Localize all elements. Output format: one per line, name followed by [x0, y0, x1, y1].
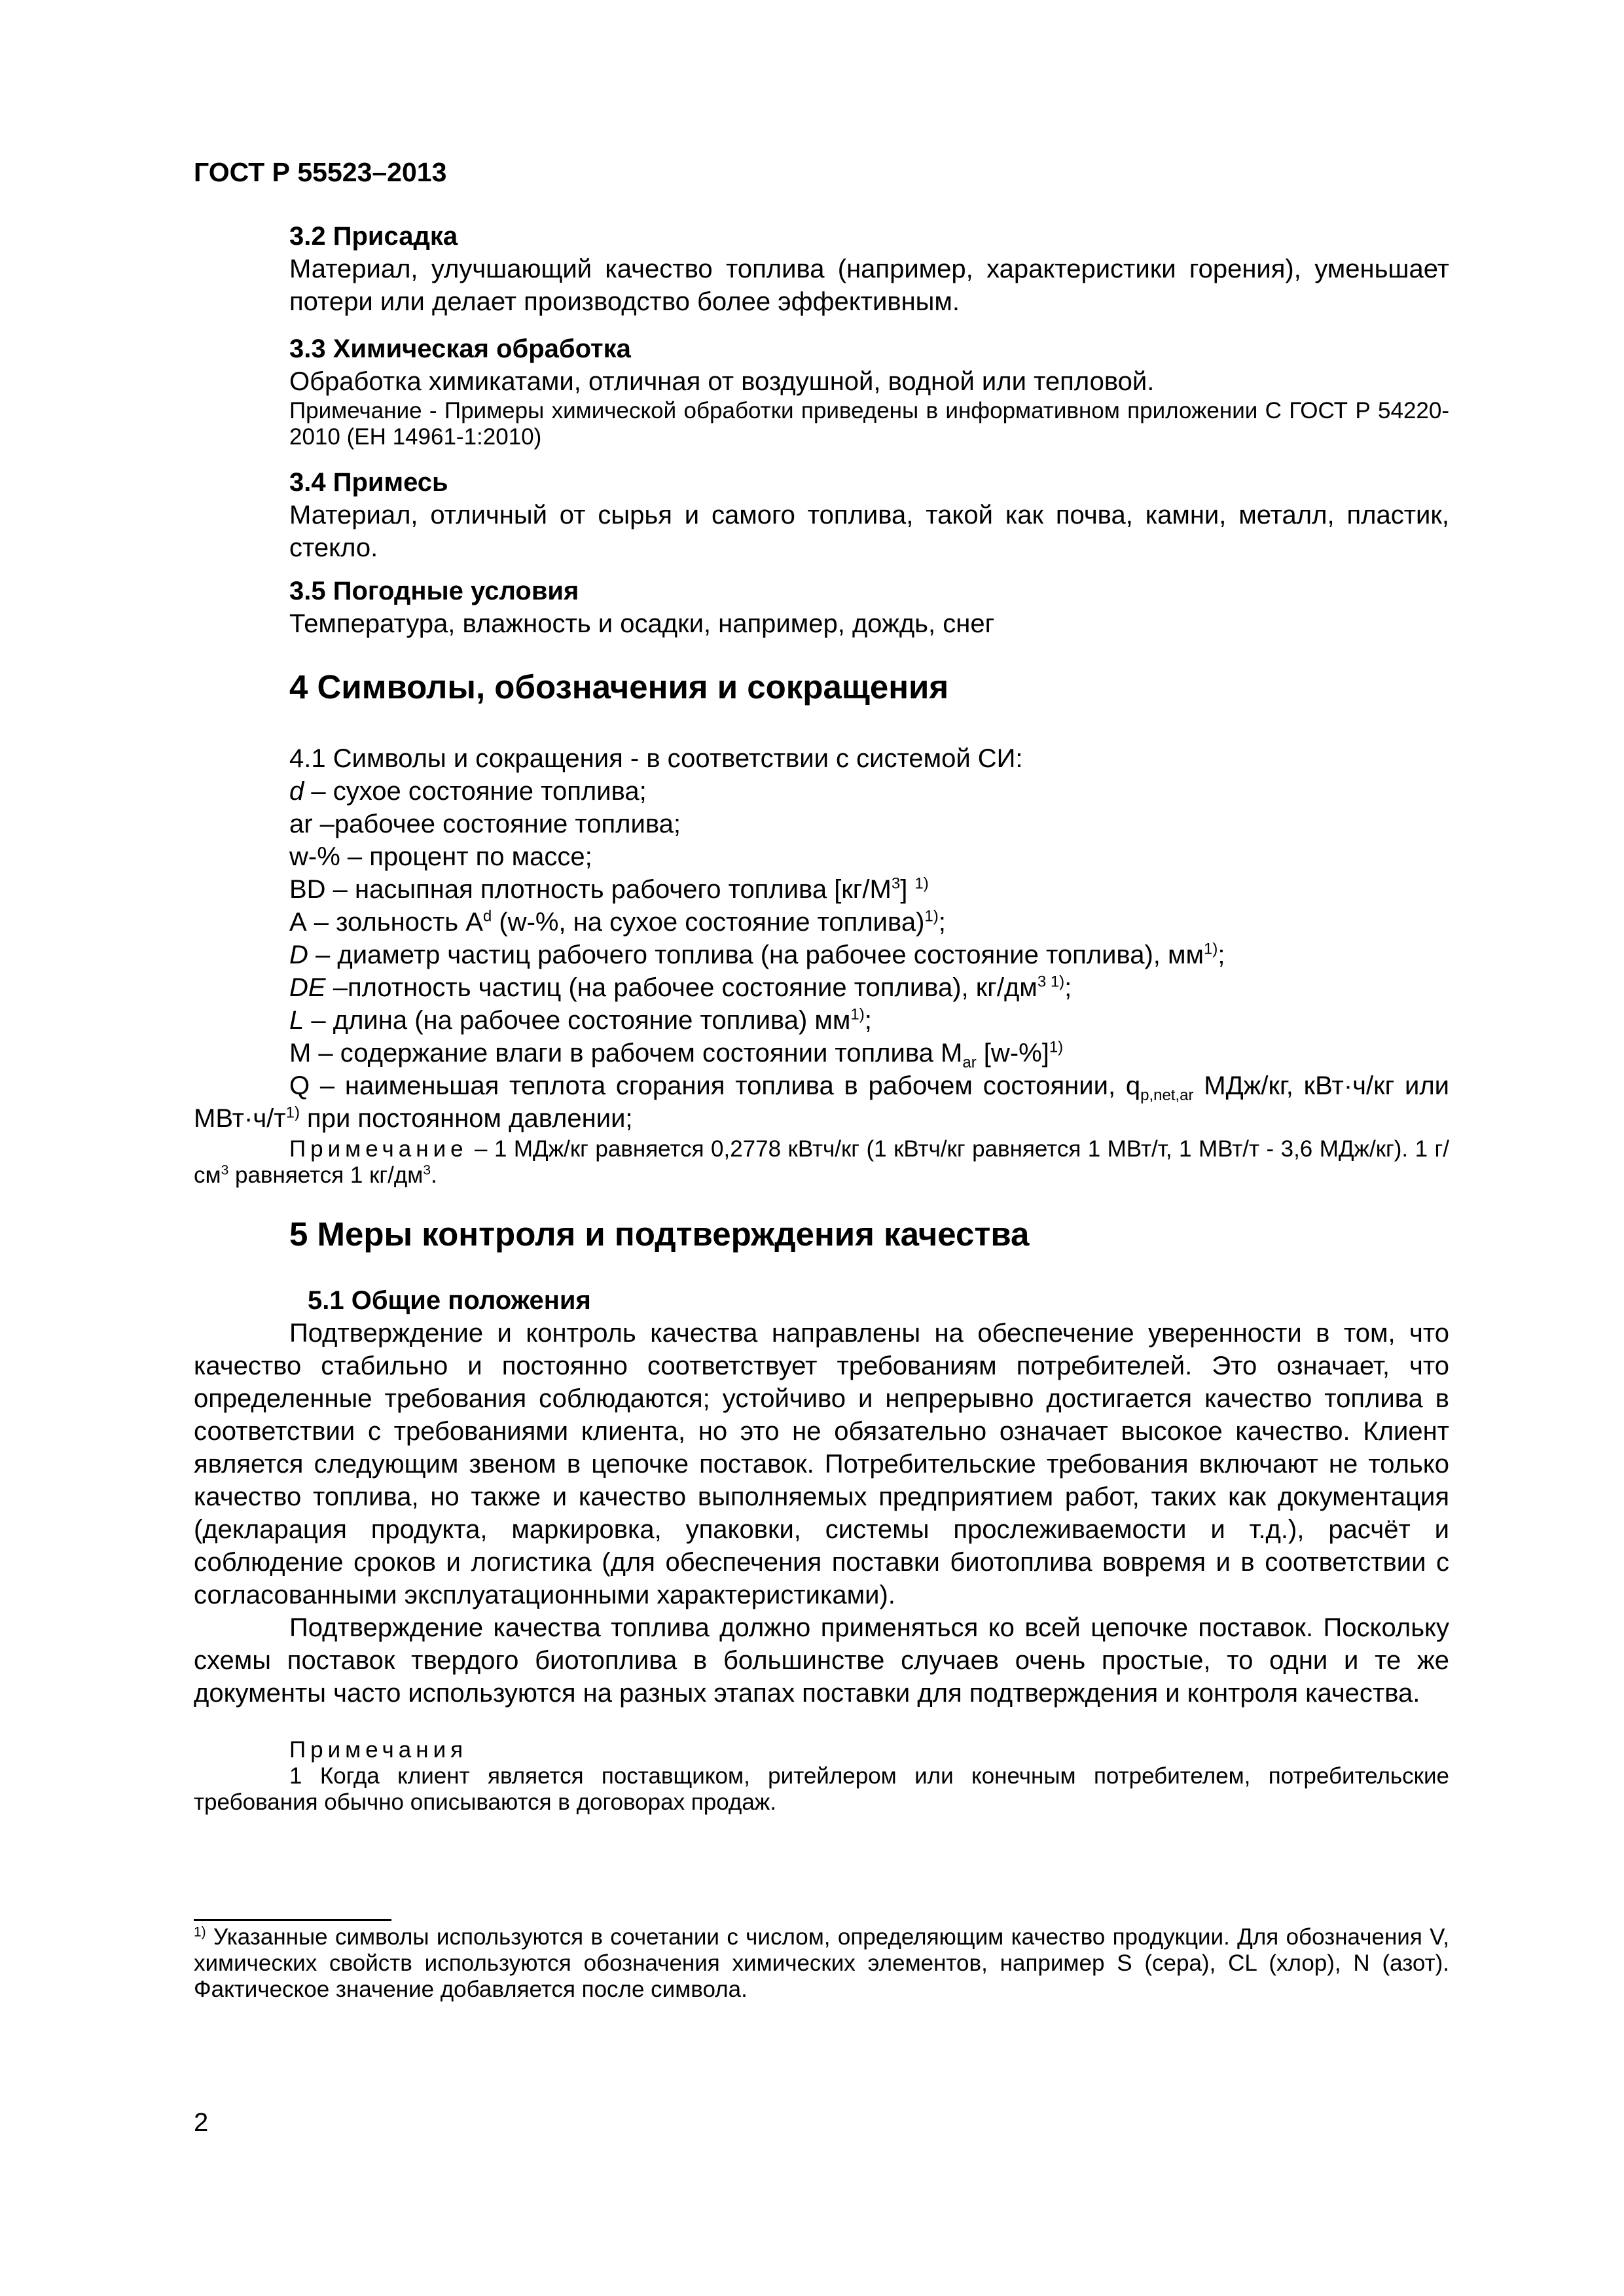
section-5-notes: [194, 1737, 1449, 1816]
page-number: 2: [194, 2108, 209, 2137]
section-3-2-title: 3.2 Присадка: [289, 222, 458, 251]
symbol-L: L – длина (на рабочее состояние топлива) $мм^{1)}$;: [289, 1005, 872, 1035]
section-3-2: [194, 220, 1449, 318]
section-3-3: [194, 332, 1449, 450]
section-5-1-title: 5.1 Общие положения: [308, 1286, 591, 1315]
note-1: 1 Когда клиент является поставщиком, ритейлером или конечным потребителем, потребительские требования обычно описываются в договорах продаж.: [194, 1763, 1449, 1815]
footnote: $^{1)}$ Указанные символы используются в сочетании с числом, определяющим качество продукции. Для обозначения V, химических свойств используются обозначения химических элементов, например S (сера), CL (хлор), N (азот). Фактическое значение добавляется после символа.: [194, 1924, 1449, 2002]
symbol-M: М – содержание влаги в рабочем состоянии топлива $M_{ar}$ $[w-\%]^{1)}$: [289, 1038, 1064, 1071]
section-4-note: Примечание – 1 МДж/кг равняется 0,2778 кВтч/кг (1 кВтч/кг равняется 1 МВт/т, 1 МВт/т - 3,6 МДж/кг). 1 $г/см^3$ равняется 1 $кг/дм^3$.: [194, 1136, 1449, 1188]
section-3-3-note: Примечание - Примеры химической обработки приведены в информативном приложении С ГОСТ Р 54220-2010 (ЕН 14961-1:2010): [289, 398, 1449, 450]
section-5-heading: 5 Меры контроля и подтверждения качества: [289, 1215, 1030, 1253]
symbol-w: w-% – процент по массе;: [289, 842, 592, 871]
document-page: [194, 0, 1449, 2296]
symbol-d: d – сухое состояние топлива;: [289, 777, 647, 806]
section-3-4-title: 3.4 Примесь: [289, 468, 448, 497]
section-3-5-title: 3.5 Погодные условия: [289, 577, 579, 605]
symbol-ar: ar –рабочее состояние топлива;: [289, 810, 681, 838]
section-4-list: [194, 742, 1449, 1135]
document-id: ГОСТ Р 55523–2013: [194, 157, 447, 187]
section-3-4: [194, 466, 1449, 564]
symbol-bd: BD – насыпная плотность рабочего топлива $[кг/М^3]$ $^{1)}$: [289, 874, 929, 904]
symbol-a: А – зольность $A^d$ (w-%, на сухое состояние топлива)$^{1)}$;: [289, 907, 946, 937]
section-3-2-text: Материал, улучшающий качество топлива (например, характеристики горения), уменьшает потери или делает производство более эффективным.: [289, 255, 1449, 316]
notes-label: Примечания: [289, 1737, 468, 1763]
section-5-body: [194, 1284, 1449, 1710]
symbol-DE: DE –плотность частиц (на рабочее состояние топлива), $кг/дм^{3 1)}$;: [289, 973, 1072, 1002]
section-5-1-paragraph-2: Подтверждение качества топлива должно применяться ко всей цепочке поставок. Поскольку схемы поставок твердого биотоплива в большинстве случаев очень простые, то одни и те же документы часто используются на разных этапах поставки для подтверждения и контроля качества.: [194, 1613, 1449, 1708]
footnote-divider: [194, 1919, 391, 1921]
section-3-3-text: Обработка химикатами, отличная от воздушной, водной или тепловой.: [289, 367, 1155, 396]
section-3-3-title: 3.3 Химическая обработка: [289, 334, 631, 363]
symbol-Q: Q – наименьшая теплота сгорания топлива в рабочем состоянии, $q_{p,net,ar}$ МДж/кг, кВт·ч/кг или $МВт\cdot ч/т^{1)}$ при постоянном давлении;: [194, 1071, 1450, 1133]
section-4-heading: 4 Символы, обозначения и сокращения: [289, 668, 949, 706]
symbols-intro: 4.1 Символы и сокращения - в соответствии с системой СИ:: [289, 744, 1023, 773]
section-3-4-text: Материал, отличный от сырья и самого топлива, такой как почва, камни, металл, пластик, стекло.: [289, 501, 1449, 562]
symbol-D: D – диаметр частиц рабочего топлива (на рабочее состояние топлива), $мм^{1)}$;: [289, 940, 1225, 969]
section-3-5-text: Температура, влажность и осадки, например, дождь, снег: [289, 609, 995, 638]
section-3-5: [194, 575, 1449, 640]
section-5-1-paragraph-1: Подтверждение и контроль качества направлены на обеспечение уверенности в том, что качество стабильно и постоянно соответствует требованиям потребителей. Это означает, что определенные требования соблюдаются; устойчиво и непрерывно достигается качество топлива в соответствии с требованиями клиента, но это не обязательно означает высокое качество. Клиент является следующим звеном в цепочке поставок. Потребительские требования включают не только качество топлива, но также и качество выполняемых предприятием работ, таких как документация (декларация продукта, маркировка, упаковки, системы прослеживаемости и т.д.), расчёт и соблюдение сроков и логистика (для обеспечения поставки биотоплива вовремя и в соответствии с согласованными эксплуатационными характеристиками).: [194, 1319, 1449, 1609]
